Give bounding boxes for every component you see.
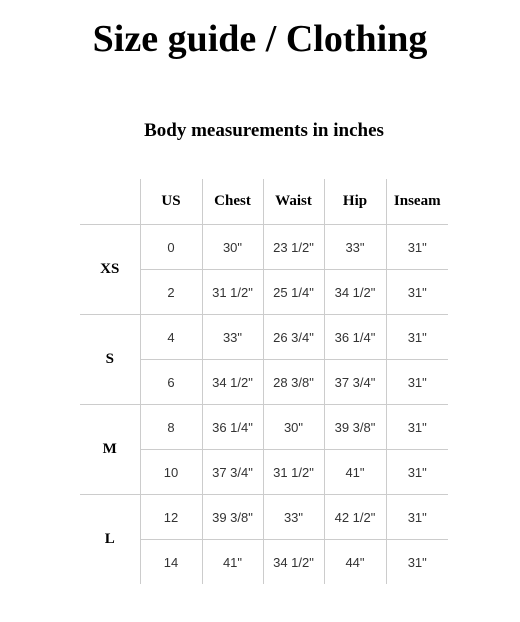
hip-cell: 44" bbox=[324, 540, 386, 585]
hip-cell: 34 1/2" bbox=[324, 270, 386, 315]
size-label-s: S bbox=[80, 315, 140, 405]
inseam-cell: 31" bbox=[386, 405, 448, 450]
page-title: Size guide / Clothing bbox=[92, 18, 428, 60]
header-us: US bbox=[140, 179, 202, 225]
waist-cell: 33" bbox=[263, 495, 324, 540]
hip-cell: 42 1/2" bbox=[324, 495, 386, 540]
inseam-cell: 31" bbox=[386, 315, 448, 360]
chest-cell: 39 3/8" bbox=[202, 495, 263, 540]
us-size-cell: 8 bbox=[140, 405, 202, 450]
table-row bbox=[80, 225, 448, 270]
us-size-cell: 10 bbox=[140, 450, 202, 495]
chest-cell: 30" bbox=[202, 225, 263, 270]
size-label-m: M bbox=[80, 405, 140, 495]
header-size bbox=[80, 179, 140, 225]
hip-cell: 33" bbox=[324, 225, 386, 270]
size-label-xs: XS bbox=[80, 225, 140, 315]
us-size-cell: 4 bbox=[140, 315, 202, 360]
us-size-cell: 2 bbox=[140, 270, 202, 315]
header-chest: Chest bbox=[202, 179, 263, 225]
chest-cell: 34 1/2" bbox=[202, 360, 263, 405]
chest-cell: 36 1/4" bbox=[202, 405, 263, 450]
inseam-cell: 31" bbox=[386, 495, 448, 540]
hip-cell: 37 3/4" bbox=[324, 360, 386, 405]
size-label-l: L bbox=[80, 495, 140, 585]
inseam-cell: 31" bbox=[386, 360, 448, 405]
waist-cell: 28 3/8" bbox=[263, 360, 324, 405]
header-hip: Hip bbox=[324, 179, 386, 225]
table-subtitle: Body measurements in inches bbox=[144, 120, 384, 141]
table-header-row bbox=[80, 179, 448, 225]
size-guide-table bbox=[80, 179, 448, 584]
table-row bbox=[80, 405, 448, 450]
table-row bbox=[80, 315, 448, 360]
us-size-cell: 0 bbox=[140, 225, 202, 270]
hip-cell: 41" bbox=[324, 450, 386, 495]
chest-cell: 37 3/4" bbox=[202, 450, 263, 495]
waist-cell: 30" bbox=[263, 405, 324, 450]
waist-cell: 26 3/4" bbox=[263, 315, 324, 360]
hip-cell: 36 1/4" bbox=[324, 315, 386, 360]
header-waist: Waist bbox=[263, 179, 324, 225]
inseam-cell: 31" bbox=[386, 540, 448, 585]
waist-cell: 25 1/4" bbox=[263, 270, 324, 315]
hip-cell: 39 3/8" bbox=[324, 405, 386, 450]
inseam-cell: 31" bbox=[386, 225, 448, 270]
header-inseam: Inseam bbox=[386, 179, 448, 225]
us-size-cell: 6 bbox=[140, 360, 202, 405]
us-size-cell: 14 bbox=[140, 540, 202, 585]
waist-cell: 23 1/2" bbox=[263, 225, 324, 270]
chest-cell: 31 1/2" bbox=[202, 270, 263, 315]
table-row bbox=[80, 495, 448, 540]
us-size-cell: 12 bbox=[140, 495, 202, 540]
inseam-cell: 31" bbox=[386, 270, 448, 315]
waist-cell: 31 1/2" bbox=[263, 450, 324, 495]
chest-cell: 41" bbox=[202, 540, 263, 585]
chest-cell: 33" bbox=[202, 315, 263, 360]
waist-cell: 34 1/2" bbox=[263, 540, 324, 585]
inseam-cell: 31" bbox=[386, 450, 448, 495]
